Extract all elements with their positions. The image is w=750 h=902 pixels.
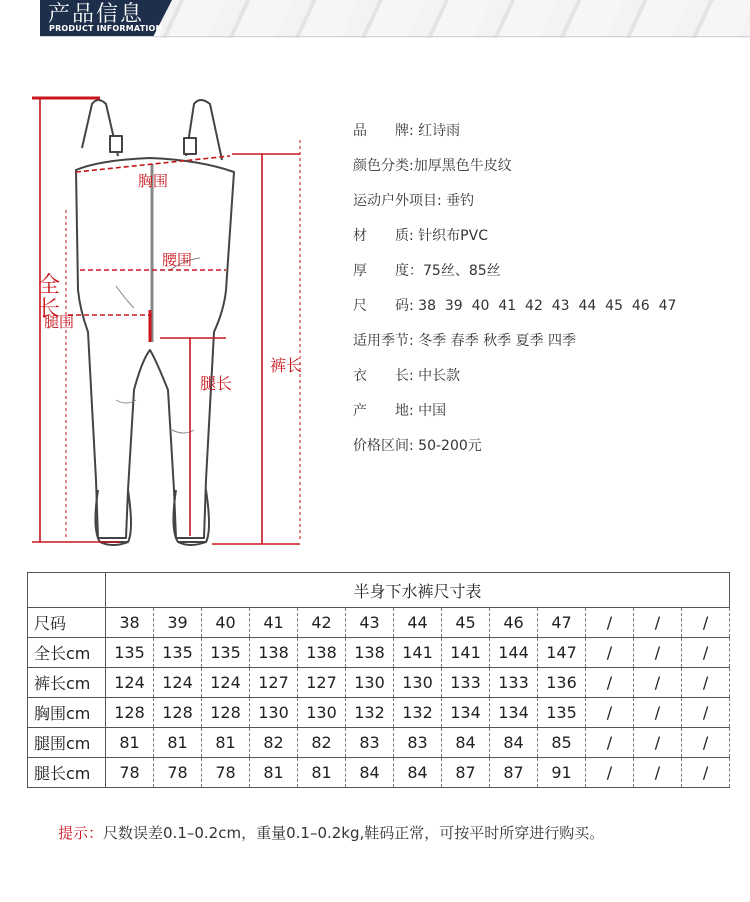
table-cell: 78 bbox=[154, 758, 202, 788]
spec-row: 产 地: 中国 bbox=[353, 403, 447, 419]
table-cell: 138 bbox=[298, 638, 346, 668]
table-cell: 127 bbox=[250, 668, 298, 698]
header-divider bbox=[40, 36, 750, 37]
table-row bbox=[28, 668, 730, 698]
size-table bbox=[27, 572, 730, 788]
table-cell: 132 bbox=[394, 698, 442, 728]
table-cell: / bbox=[586, 668, 634, 698]
table-cell: / bbox=[682, 698, 730, 728]
table-cell: 141 bbox=[394, 638, 442, 668]
table-cell: 130 bbox=[250, 698, 298, 728]
table-cell: 138 bbox=[250, 638, 298, 668]
table-cell: 141 bbox=[442, 638, 490, 668]
table-cell: 147 bbox=[538, 638, 586, 668]
table-cell: 45 bbox=[442, 608, 490, 638]
table-cell: 83 bbox=[394, 728, 442, 758]
table-cell: 82 bbox=[298, 728, 346, 758]
label-waist: 腰围 bbox=[162, 251, 193, 269]
row-label: 尺码 bbox=[28, 608, 106, 638]
table-cell: / bbox=[586, 698, 634, 728]
table-cell: 130 bbox=[394, 668, 442, 698]
table-cell: 78 bbox=[106, 758, 154, 788]
table-cell: 133 bbox=[490, 668, 538, 698]
row-label: 腿长cm bbox=[28, 758, 106, 788]
table-cell: 81 bbox=[106, 728, 154, 758]
spec-row: 衣 长: 中长款 bbox=[353, 368, 461, 384]
table-cell: 43 bbox=[346, 608, 394, 638]
table-cell: 42 bbox=[298, 608, 346, 638]
row-label: 全长cm bbox=[28, 638, 106, 668]
table-cell: 44 bbox=[394, 608, 442, 638]
table-row bbox=[28, 728, 730, 758]
table-cell: 133 bbox=[442, 668, 490, 698]
spec-row: 厚 度：75丝、85丝 bbox=[353, 263, 501, 279]
table-cell: 134 bbox=[442, 698, 490, 728]
table-cell: / bbox=[634, 668, 682, 698]
label-leg-length: 腿长 bbox=[200, 374, 233, 393]
table-cell: 138 bbox=[346, 638, 394, 668]
table-cell: 124 bbox=[106, 668, 154, 698]
table-cell: 46 bbox=[490, 608, 538, 638]
table-title-row bbox=[28, 573, 730, 608]
spec-row: 价格区间: 50-200元 bbox=[353, 438, 482, 454]
table-cell: 84 bbox=[442, 728, 490, 758]
table-cell: 124 bbox=[154, 668, 202, 698]
table-cell: / bbox=[586, 758, 634, 788]
table-cell: 41 bbox=[250, 608, 298, 638]
table-cell: / bbox=[634, 638, 682, 668]
table-cell: / bbox=[682, 608, 730, 638]
spec-row: 尺 码: 38 39 40 41 42 43 44 45 46 47 bbox=[353, 298, 677, 314]
label-chest: 胸围 bbox=[138, 172, 169, 190]
table-cell: / bbox=[682, 638, 730, 668]
table-cell: 135 bbox=[154, 638, 202, 668]
table-cell: 130 bbox=[298, 698, 346, 728]
table-cell: 127 bbox=[298, 668, 346, 698]
table-cell: 38 bbox=[106, 608, 154, 638]
table-cell: 130 bbox=[346, 668, 394, 698]
table-cell: 81 bbox=[250, 758, 298, 788]
table-cell: / bbox=[682, 668, 730, 698]
spec-row: 品 牌: 红诗雨 bbox=[353, 123, 461, 139]
table-cell: / bbox=[586, 638, 634, 668]
table-cell: 135 bbox=[106, 638, 154, 668]
table-cell: 144 bbox=[490, 638, 538, 668]
table-cell: 84 bbox=[490, 728, 538, 758]
table-cell: / bbox=[634, 728, 682, 758]
table-cell: / bbox=[634, 608, 682, 638]
table-row bbox=[28, 608, 730, 638]
table-cell: 81 bbox=[154, 728, 202, 758]
wader-body bbox=[76, 158, 234, 538]
header-subtitle: PRODUCT INFORMATION bbox=[49, 24, 163, 33]
table-cell: 81 bbox=[202, 728, 250, 758]
spec-row: 颜色分类:加厚黑色牛皮纹 bbox=[353, 158, 512, 174]
table-cell: 91 bbox=[538, 758, 586, 788]
note-text: 尺数误差0.1–0.2cm，重量0.1–0.2kg,鞋码正常，可按平时所穿进行购买。 bbox=[103, 824, 605, 842]
size-note bbox=[58, 822, 604, 843]
label-full-length-1: 全 bbox=[38, 273, 61, 298]
table-cell: 78 bbox=[202, 758, 250, 788]
table-cell: 39 bbox=[154, 608, 202, 638]
row-label: 胸围cm bbox=[28, 698, 106, 728]
table-cell: 132 bbox=[346, 698, 394, 728]
table-row bbox=[28, 758, 730, 788]
header-title: 产品信息 bbox=[48, 2, 145, 27]
table-row bbox=[28, 638, 730, 668]
table-cell: 82 bbox=[250, 728, 298, 758]
table-cell: / bbox=[682, 758, 730, 788]
table-cell: 85 bbox=[538, 728, 586, 758]
left-buckle bbox=[110, 136, 122, 152]
table-cell: 83 bbox=[346, 728, 394, 758]
table-cell: 128 bbox=[202, 698, 250, 728]
table-cell: / bbox=[634, 698, 682, 728]
right-buckle bbox=[184, 138, 196, 154]
table-cell: / bbox=[586, 608, 634, 638]
table-cell: 40 bbox=[202, 608, 250, 638]
table-cell: 84 bbox=[346, 758, 394, 788]
wader-diagram bbox=[0, 60, 340, 570]
table-row bbox=[28, 698, 730, 728]
row-label: 裤长cm bbox=[28, 668, 106, 698]
table-cell: 135 bbox=[538, 698, 586, 728]
label-pants-length: 裤长 bbox=[270, 356, 303, 375]
spec-row: 材 质: 针织布PVC bbox=[353, 228, 488, 244]
table-cell: 124 bbox=[202, 668, 250, 698]
label-full-length-2: 长 bbox=[38, 297, 61, 322]
table-cell: 81 bbox=[298, 758, 346, 788]
table-cell: 87 bbox=[442, 758, 490, 788]
table-cell: 128 bbox=[154, 698, 202, 728]
table-cell: / bbox=[586, 728, 634, 758]
table-cell: 128 bbox=[106, 698, 154, 728]
label-thigh: 腿围 bbox=[44, 313, 75, 331]
row-label: 腿围cm bbox=[28, 728, 106, 758]
header-stripes bbox=[160, 0, 750, 38]
table-cell: 87 bbox=[490, 758, 538, 788]
table-cell: 84 bbox=[394, 758, 442, 788]
table-cell: / bbox=[682, 728, 730, 758]
table-cell: / bbox=[634, 758, 682, 788]
table-cell: 136 bbox=[538, 668, 586, 698]
spec-row: 适用季节: 冬季 春季 秋季 夏季 四季 bbox=[353, 333, 576, 349]
table-cell: 134 bbox=[490, 698, 538, 728]
table-title: 半身下水裤尺寸表 bbox=[106, 573, 730, 608]
spec-row: 运动户外项目: 垂钓 bbox=[353, 193, 475, 209]
table-cell: 135 bbox=[202, 638, 250, 668]
note-tip-label: 提示： bbox=[58, 824, 104, 842]
table-cell: 47 bbox=[538, 608, 586, 638]
